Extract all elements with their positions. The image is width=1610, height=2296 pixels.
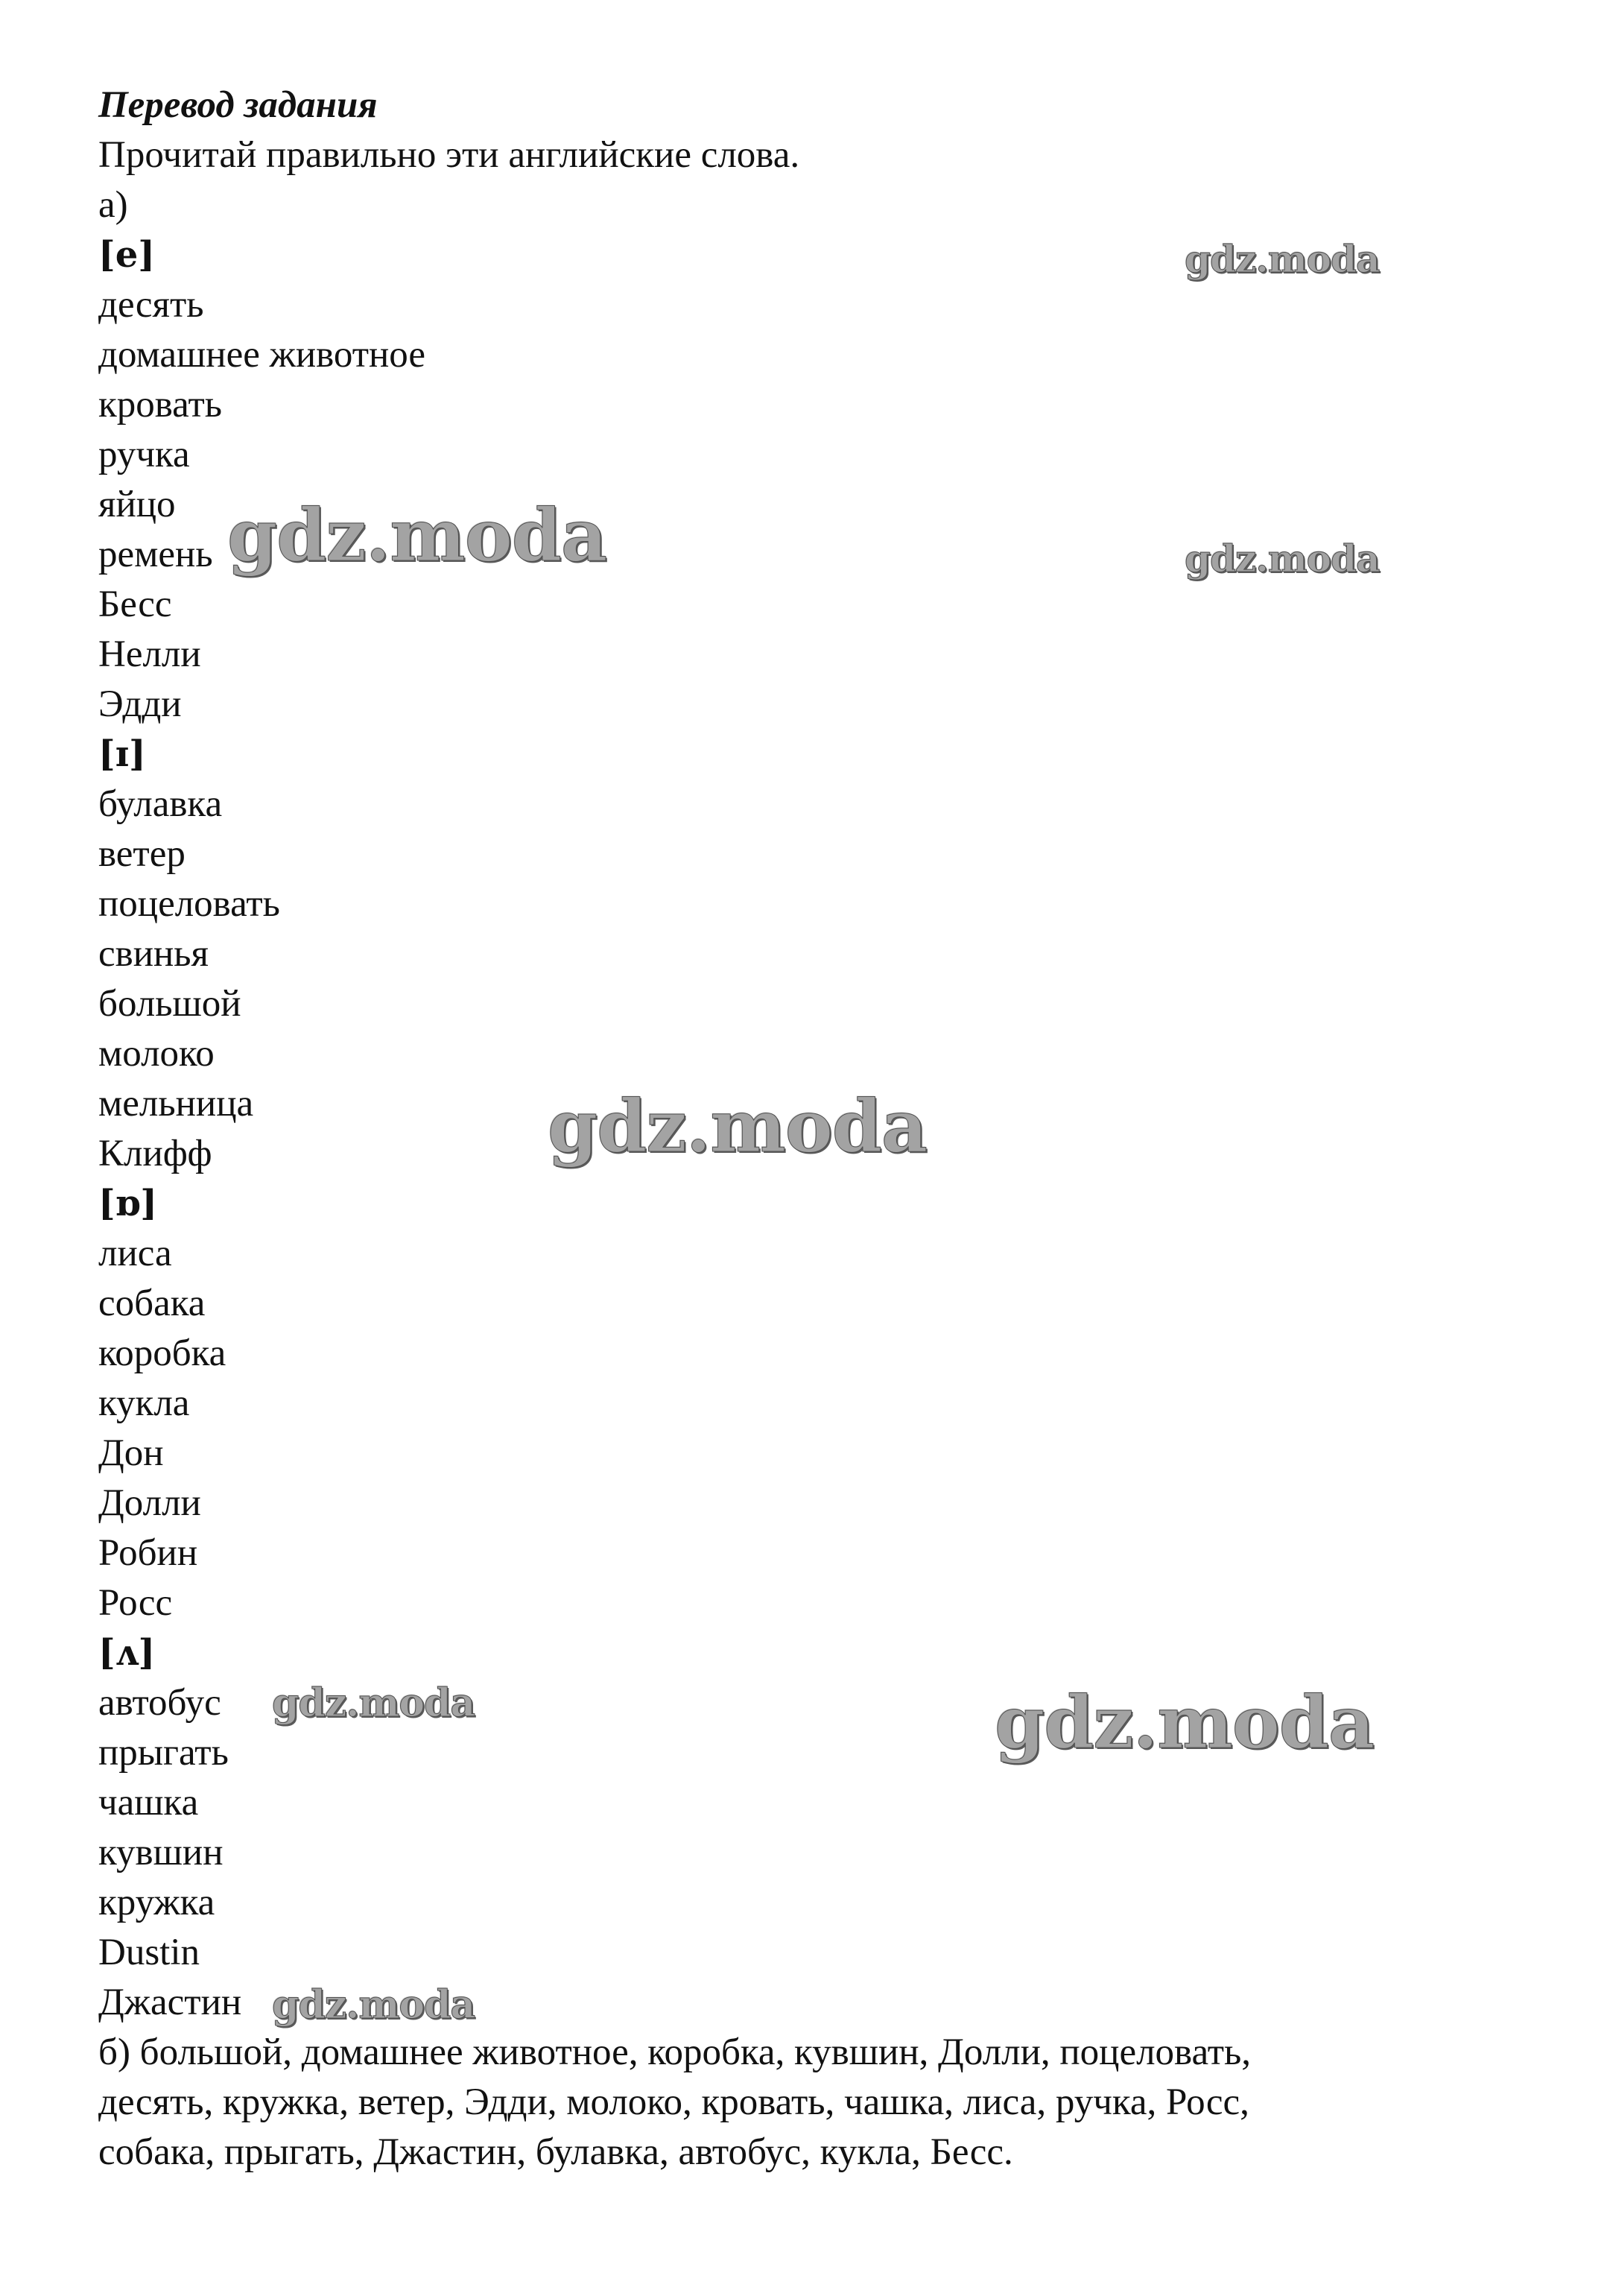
word-item: Эдди bbox=[98, 683, 182, 725]
word-item: ручка bbox=[98, 434, 190, 475]
part-b-paragraph bbox=[98, 2028, 1514, 2178]
word-item: Долли bbox=[98, 1482, 201, 1524]
word-item: Росс bbox=[98, 1582, 173, 1624]
word-item: кукла bbox=[98, 1382, 190, 1424]
task-title: Перевод задания bbox=[98, 84, 378, 126]
part-b-line: десять, кружка, ветер, Эдди, молоко, кровать, чашка, лиса, ручка, Росс, bbox=[98, 2081, 1249, 2123]
watermark: gdz.moda bbox=[995, 1680, 1375, 1765]
word-item: автобус bbox=[98, 1682, 221, 1724]
word-item: чашка bbox=[98, 1782, 199, 1824]
word-item: Дон bbox=[98, 1432, 164, 1474]
word-item: кружка bbox=[98, 1882, 215, 1923]
word-item: домашнее животное bbox=[98, 334, 426, 376]
word-item: десять bbox=[98, 284, 204, 326]
word-item: молоко bbox=[98, 1033, 215, 1075]
word-item: Робин bbox=[98, 1532, 198, 1574]
word-item: Нелли bbox=[98, 633, 201, 675]
word-item: коробка bbox=[98, 1332, 226, 1374]
sound-heading: [ʌ] bbox=[98, 1632, 156, 1674]
part-b-line: собака, прыгать, Джастин, булавка, автобус, кукла, Бесс. bbox=[98, 2131, 1013, 2173]
word-item: прыгать bbox=[98, 1732, 229, 1774]
watermark: gdz.moda bbox=[548, 1084, 928, 1168]
watermark: gdz.moda bbox=[1185, 237, 1380, 281]
word-item: Клифф bbox=[98, 1133, 212, 1174]
word-item: собака bbox=[98, 1283, 206, 1324]
part-a-label: а) bbox=[98, 184, 128, 226]
word-item: ремень bbox=[98, 534, 213, 575]
word-item: ветер bbox=[98, 833, 186, 875]
watermark: gdz.moda bbox=[272, 1982, 475, 2028]
watermark: gdz.moda bbox=[1185, 537, 1380, 581]
word-item: яйцо bbox=[98, 484, 176, 525]
sound-heading: [ɒ] bbox=[98, 1183, 157, 1224]
watermark: gdz.moda bbox=[272, 1680, 475, 1726]
word-item: булавка bbox=[98, 783, 223, 825]
word-item: кровать bbox=[98, 384, 223, 426]
task-instruction: Прочитай правильно эти английские слова. bbox=[98, 134, 800, 176]
sound-heading: [ɪ] bbox=[98, 733, 146, 775]
part-b-line: б) большой, домашнее животное, коробка, кувшин, Долли, поцеловать, bbox=[98, 2031, 1252, 2073]
watermark: gdz.moda bbox=[227, 493, 607, 578]
word-item: Бесс bbox=[98, 584, 172, 625]
sound-heading: [e] bbox=[98, 234, 155, 276]
word-item: мельница bbox=[98, 1083, 254, 1125]
word-item: свинья bbox=[98, 933, 209, 975]
word-item: Dustin bbox=[98, 1932, 200, 1973]
word-item: большой bbox=[98, 983, 241, 1025]
word-item: поцеловать bbox=[98, 883, 280, 925]
word-item: кувшин bbox=[98, 1832, 224, 1873]
word-item: Джастин bbox=[98, 1982, 242, 2023]
word-item: лиса bbox=[98, 1233, 172, 1274]
